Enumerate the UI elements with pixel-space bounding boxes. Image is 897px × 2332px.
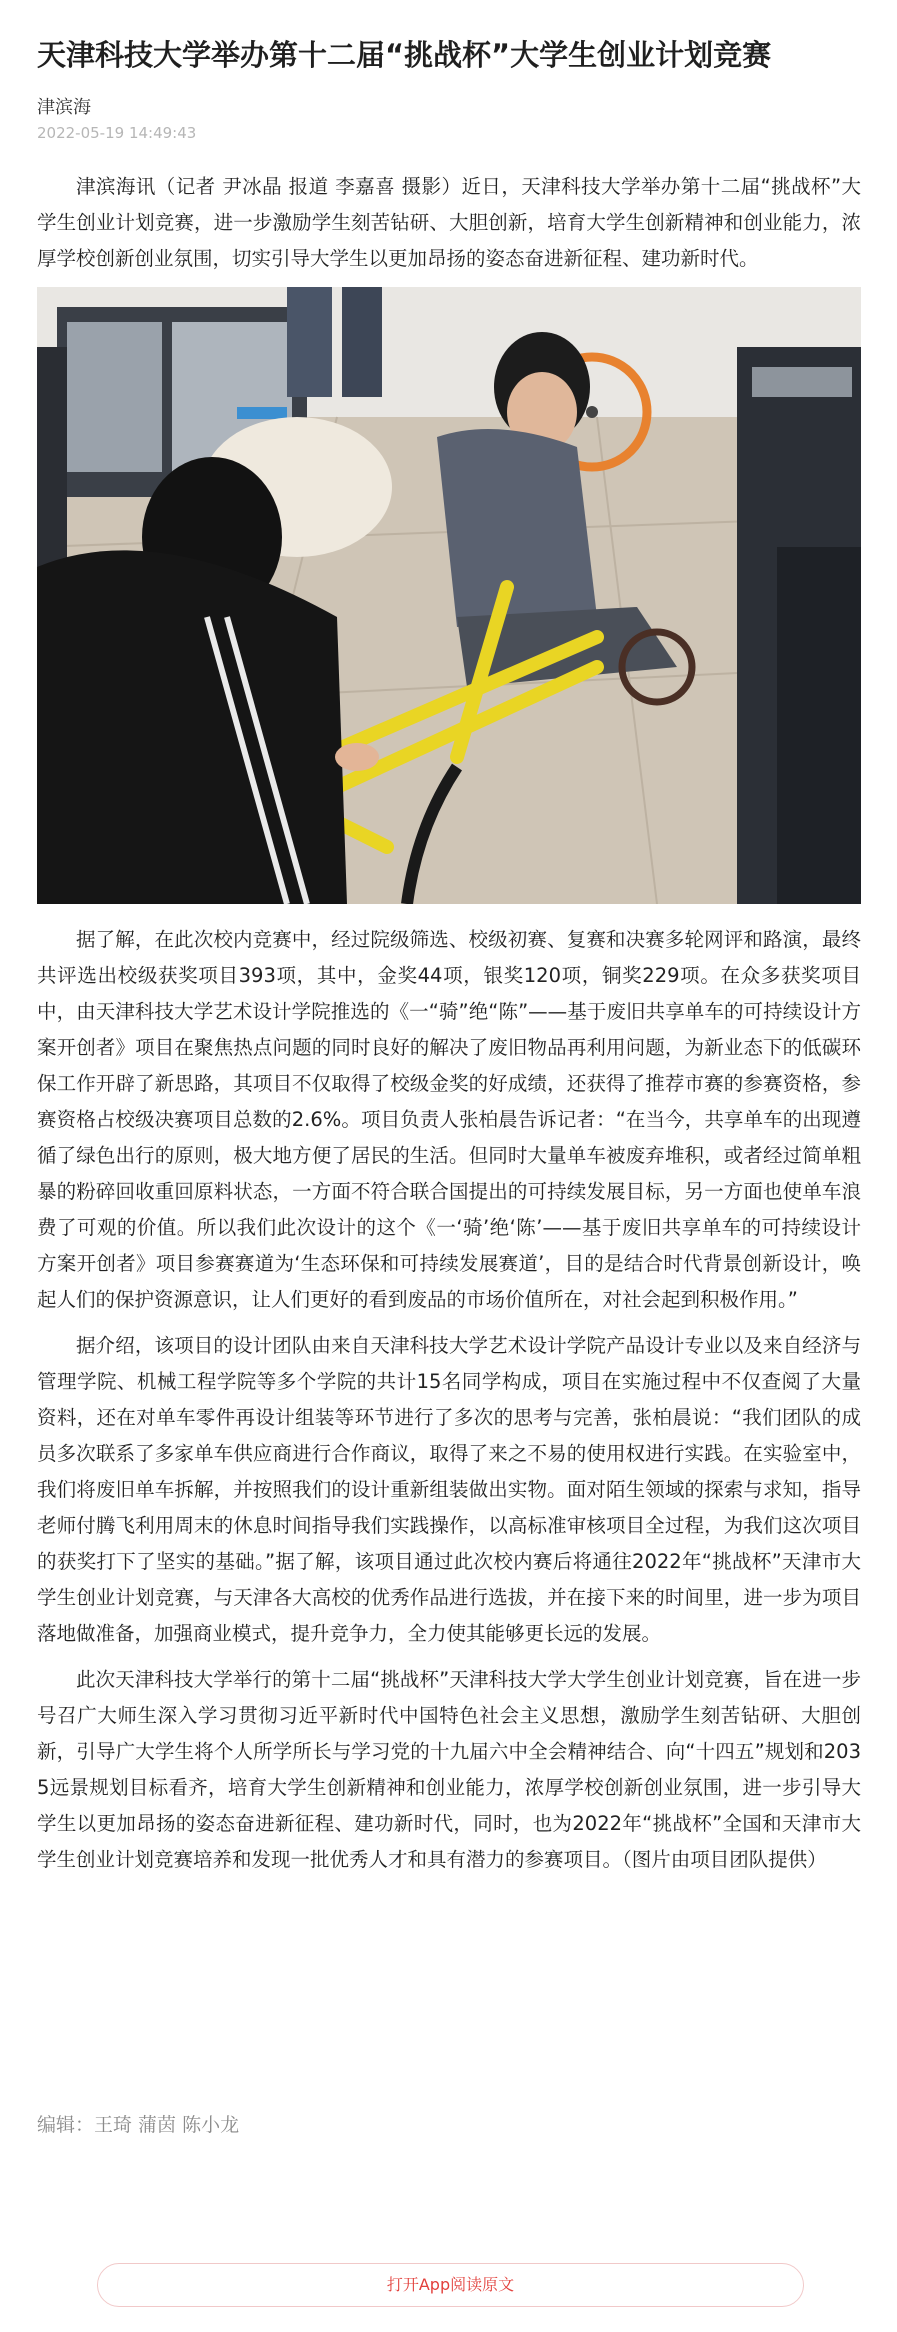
article-photo: [37, 287, 861, 904]
article-paragraph: 津滨海讯（记者 尹冰晶 报道 李嘉喜 摄影）近日，天津科技大学举办第十二届“挑战杯”大学生创业计划竞赛，进一步激励学生刻苦钻研、大胆创新，培育大学生创新精神和创业能力，浓厚学校创新创业氛围，切实引导大学生以更加昂扬的姿态奋进新征程、建功新时代。: [37, 175, 861, 270]
article-datetime: 2022-05-19 14:49:43: [37, 124, 197, 142]
article-paragraph: 此次天津科技大学举行的第十二届“挑战杯”天津科技大学大学生创业计划竞赛，旨在进一步号召广大师生深入学习贯彻习近平新时代中国特色社会主义思想，激励学生刻苦钻研、大胆创新，引导广大学生将个人所学所长与学习党的十九届六中全会精神结合、向“十四五”规划和2035远景规划目标看齐，培育大学生创新精神和创业能力，浓厚学校创新创业氛围，进一步引导大学生以更加昂扬的姿态奋进新征程、建功新时代，同时，也为2022年“挑战杯”全国和天津市大学生创业计划竞赛培养和发现一批优秀人才和具有潜力的参赛项目。（图片由项目团队提供）: [37, 1668, 861, 1871]
article-title: 天津科技大学举办第十二届“挑战杯”大学生创业计划竞赛: [37, 38, 772, 72]
article-source[interactable]: 津滨海: [37, 97, 91, 118]
article-editor: 编辑：王琦 蒲茵 陈小龙: [37, 2114, 240, 2136]
article-paragraph: 据了解，在此次校内竞赛中，经过院级筛选、校级初赛、复赛和决赛多轮网评和路演，最终共评选出校级获奖项目393项，其中，金奖44项，银奖120项，铜奖229项。在众多获奖项目中，由天津科技大学艺术设计学院推选的《一“骑”绝“陈”——基于废旧共享单车的可持续设计方案开创者》项目在聚焦热点问题的同时良好的解决了废旧物品再利用问题，为新业态下的低碳环保工作开辟了新思路，其项目不仅取得了校级金奖的好成绩，还获得了推荐市赛的参赛资格，参赛资格占校级决赛项目总数的2.6%。项目负责人张柏晨告诉记者：“在当今，共享单车的出现遵循了绿色出行的原则，极大地方便了居民的生活。但同时大量单车被废弃堆积，或者经过简单粗暴的粉碎回收重回原料状态，一方面不符合联合国提出的可持续发展目标，另一方面也使单车浪费了可观的价值。所以我们此次设计的这个《一‘骑’绝‘陈’——基于废旧共享单车的可持续设计方案开创者》项目参赛赛道为‘生态环保和可持续发展赛道’，目的是结合时代背景创新设计，唤起人们的保护资源意识，让人们更好的看到废品的市场价值所在，对社会起到积极作用。”: [37, 928, 861, 1311]
article-paragraph: 据介绍，该项目的设计团队由来自天津科技大学艺术设计学院产品设计专业以及来自经济与管理学院、机械工程学院等多个学院的共计15名同学构成，项目在实施过程中不仅查阅了大量资料，还在对单车零件再设计组装等环节进行了多次的思考与完善，张柏晨说：“我们团队的成员多次联系了多家单车供应商进行合作商议，取得了来之不易的使用权进行实践。在实验室中，我们将废旧单车拆解，并按照我们的设计重新组装做出实物。面对陌生领域的探索与求知，指导老师付腾飞利用周末的休息时间指导我们实践操作，以高标准审核项目全过程，为我们这次项目的获奖打下了坚实的基础。”据了解，该项目通过此次校内赛后将通往2022年“挑战杯”天津市大学生创业计划竞赛，与天津各大高校的优秀作品进行选拔，并在接下来的时间里，进一步为项目落地做准备，加强商业模式，提升竞争力，全力使其能够更长远的发展。: [37, 1334, 861, 1645]
article-body: [37, 169, 861, 1888]
open-in-app-button[interactable]: 打开App阅读原文: [97, 2263, 804, 2307]
